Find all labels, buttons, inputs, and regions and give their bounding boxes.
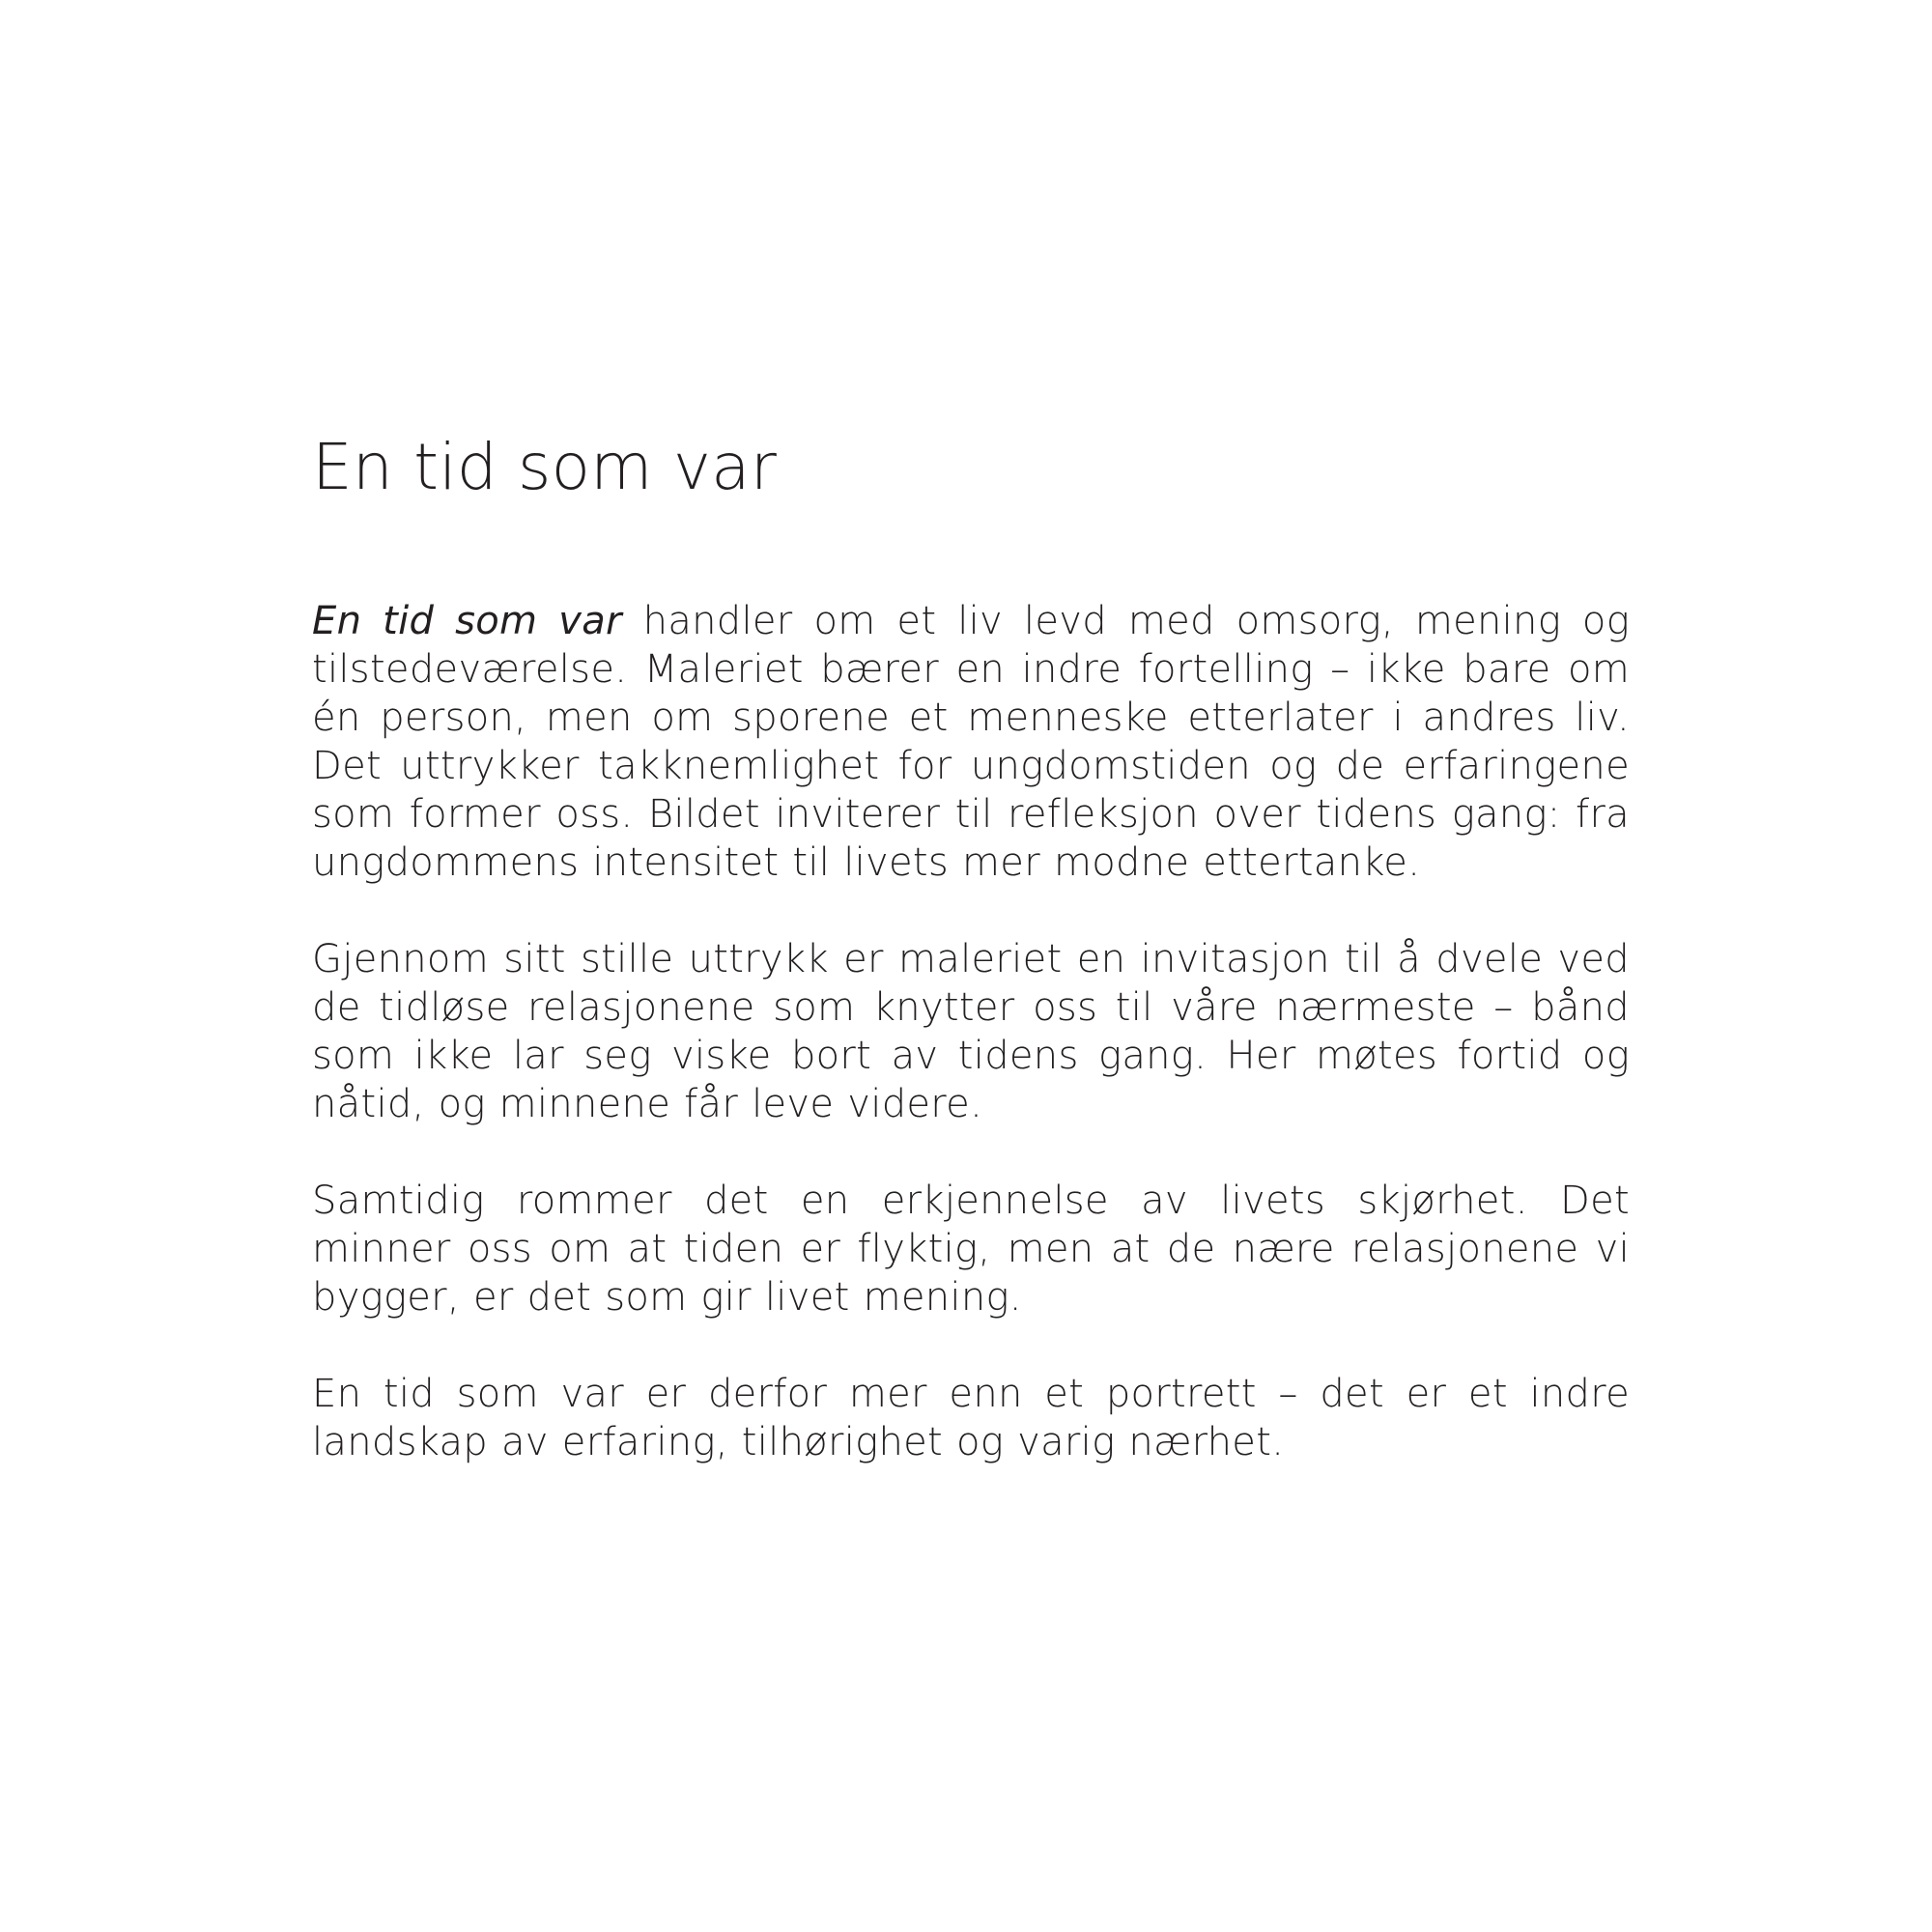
text-block: [312, 425, 1630, 1466]
paragraph-3: Samtidig rommer det en erkjennelse av livets skjørhet. Det minner oss om at tiden er flyktig, men at de nære relasjonene vi bygger, er det som gir livet mening.: [312, 1179, 1630, 1320]
paragraph-1-text: handler om et liv levd med omsorg, mening og tilstedeværelse. Maleriet bærer en indre fortelling – ikke bare om én person, men om sporene et menneske etterlater i andres liv. Det uttrykker takknemlighet for ungdomstiden og de erfaringene som former oss. Bildet inviterer til refleksjon over tidens gang: fra ungdommens intensitet til livets mer modne ettertanke.: [312, 599, 1630, 885]
paragraph-2: Gjennom sitt stille uttrykk er maleriet en invitasjon til å dvele ved de tidløse relasjonene som knytter oss til våre nærmeste – bånd som ikke lar seg viske bort av tidens gang. Her møtes fortid og nåtid, og minnene får leve videre.: [312, 937, 1630, 1126]
body-text: [312, 597, 1630, 1466]
paragraph-4: En tid som var er derfor mer enn et portrett – det er et indre landskap av erfaring, tilhørighet og varig nærhet.: [312, 1372, 1630, 1464]
paragraph-1: [312, 597, 1630, 887]
page-title: En tid som var: [312, 430, 778, 504]
paragraph-1-italic-lead: En tid som var: [312, 599, 622, 643]
